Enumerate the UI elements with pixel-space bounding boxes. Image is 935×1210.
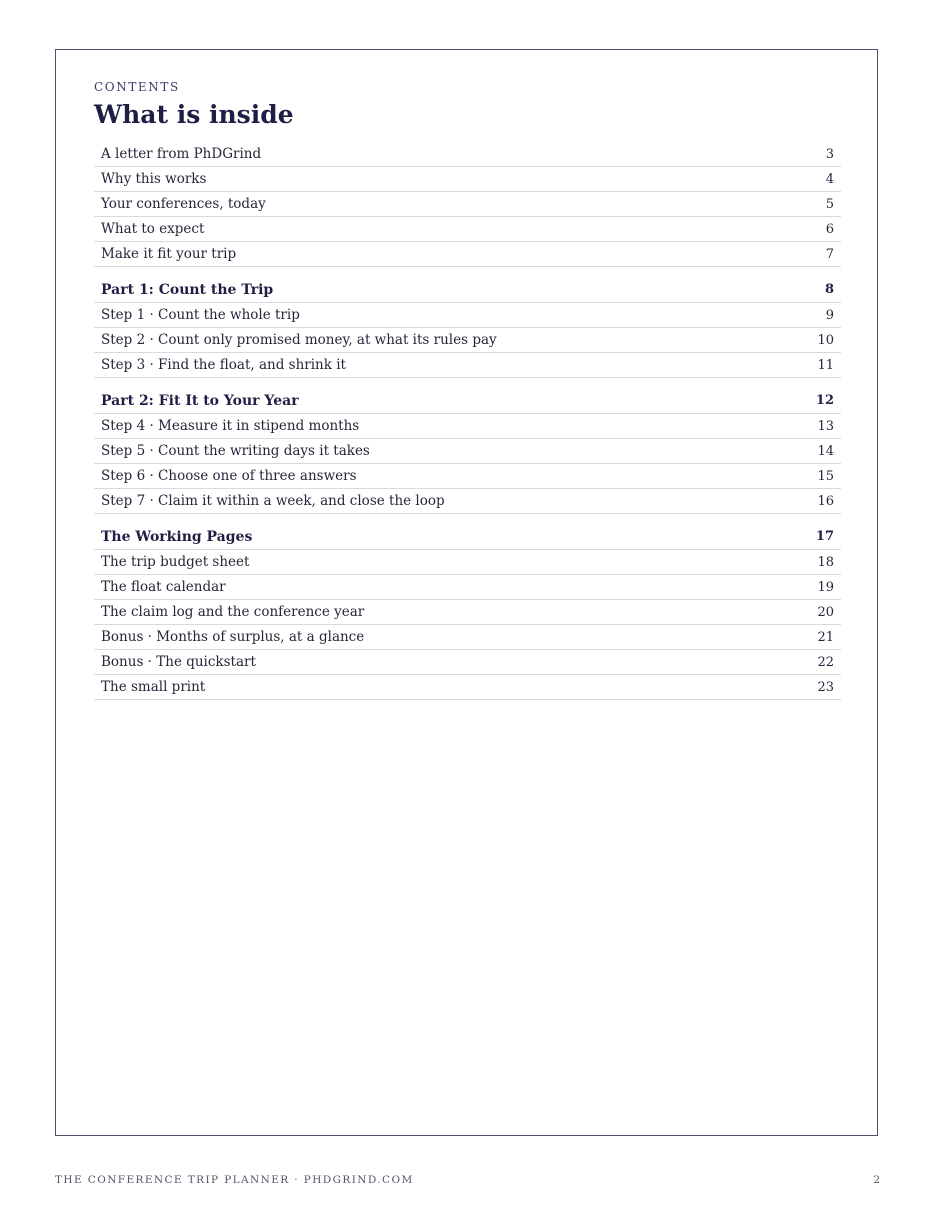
toc-entry-page-number: 19 <box>817 579 834 595</box>
toc-entry-label: The claim log and the conference year <box>101 604 365 620</box>
toc-entry-label: Step 5 · Count the writing days it takes <box>101 443 370 459</box>
toc-entry-page-number: 12 <box>815 393 834 408</box>
toc-entry[interactable] <box>94 353 841 378</box>
toc-entry-label: Why this works <box>101 171 207 187</box>
toc-entry-label: Step 1 · Count the whole trip <box>101 307 300 323</box>
toc-entry[interactable] <box>94 142 841 167</box>
toc-entry-label: What to expect <box>101 221 205 237</box>
toc-entry-page-number: 18 <box>817 554 834 570</box>
footer-page-number: 2 <box>873 1174 880 1186</box>
toc-entry-page-number: 4 <box>825 171 834 187</box>
toc-entry[interactable] <box>94 464 841 489</box>
toc-entry-label: Step 2 · Count only promised money, at what its rules pay <box>101 332 497 348</box>
toc-entry-label: Step 7 · Claim it within a week, and close the loop <box>101 493 445 509</box>
toc-entry[interactable] <box>94 575 841 600</box>
page-title: What is inside <box>94 100 294 129</box>
toc-entry-page-number: 5 <box>825 196 834 212</box>
toc-entry-label: The trip budget sheet <box>101 554 250 570</box>
toc-entry[interactable] <box>94 650 841 675</box>
toc-entry[interactable] <box>94 192 841 217</box>
toc-entry[interactable] <box>94 242 841 267</box>
toc-entry-page-number: 6 <box>825 221 834 237</box>
page-frame <box>55 49 878 1136</box>
toc-entry-label: The small print <box>101 679 206 695</box>
toc-entry-page-number: 20 <box>817 604 834 620</box>
toc-entry-label: Your conferences, today <box>101 196 266 212</box>
toc-entry-label: The Working Pages <box>101 528 253 545</box>
toc-entry[interactable] <box>94 675 841 700</box>
toc-entry-label: Bonus · The quickstart <box>101 654 256 670</box>
toc-entry[interactable] <box>94 328 841 353</box>
toc-entry-page-number: 11 <box>817 357 834 373</box>
toc-entry[interactable] <box>94 167 841 192</box>
footer-title: THE CONFERENCE TRIP PLANNER · PHDGRIND.COM <box>55 1174 414 1186</box>
toc-entry-label: Step 4 · Measure it in stipend months <box>101 418 360 434</box>
toc-entry-page-number: 22 <box>817 654 834 670</box>
toc-entry-page-number: 21 <box>817 629 834 645</box>
toc-entry-page-number: 3 <box>825 146 834 162</box>
toc-entry[interactable] <box>94 625 841 650</box>
toc-entry[interactable] <box>94 303 841 328</box>
toc-entry-label: Step 3 · Find the float, and shrink it <box>101 357 346 373</box>
toc-section-heading[interactable] <box>94 388 841 414</box>
toc-entry-label: A letter from PhDGrind <box>101 146 262 162</box>
toc-entry[interactable] <box>94 414 841 439</box>
toc-section-heading[interactable] <box>94 277 841 303</box>
toc-entry[interactable] <box>94 489 841 514</box>
toc-entry-page-number: 23 <box>817 679 834 695</box>
toc-entry-page-number: 17 <box>815 529 834 544</box>
toc-entry-page-number: 16 <box>817 493 834 509</box>
toc-entry-label: The float calendar <box>101 579 226 595</box>
toc-entry-label: Make it fit your trip <box>101 246 237 262</box>
toc-entry[interactable] <box>94 550 841 575</box>
section-kicker: CONTENTS <box>94 80 180 94</box>
toc-entry-page-number: 8 <box>824 282 834 297</box>
toc-entry-label: Step 6 · Choose one of three answers <box>101 468 357 484</box>
toc-entry-page-number: 10 <box>817 332 834 348</box>
toc-entry-page-number: 13 <box>817 418 834 434</box>
toc-entry-page-number: 15 <box>817 468 834 484</box>
toc-entry[interactable] <box>94 217 841 242</box>
toc-entry-page-number: 14 <box>817 443 834 459</box>
toc-entry[interactable] <box>94 439 841 464</box>
toc-entry-label: Bonus · Months of surplus, at a glance <box>101 629 365 645</box>
toc-entry-page-number: 7 <box>825 246 834 262</box>
toc-entry[interactable] <box>94 600 841 625</box>
toc-section-heading[interactable] <box>94 524 841 550</box>
table-of-contents <box>94 142 841 700</box>
toc-entry-label: Part 2: Fit It to Your Year <box>101 392 299 409</box>
toc-entry-label: Part 1: Count the Trip <box>101 281 274 298</box>
toc-entry-page-number: 9 <box>825 307 834 323</box>
